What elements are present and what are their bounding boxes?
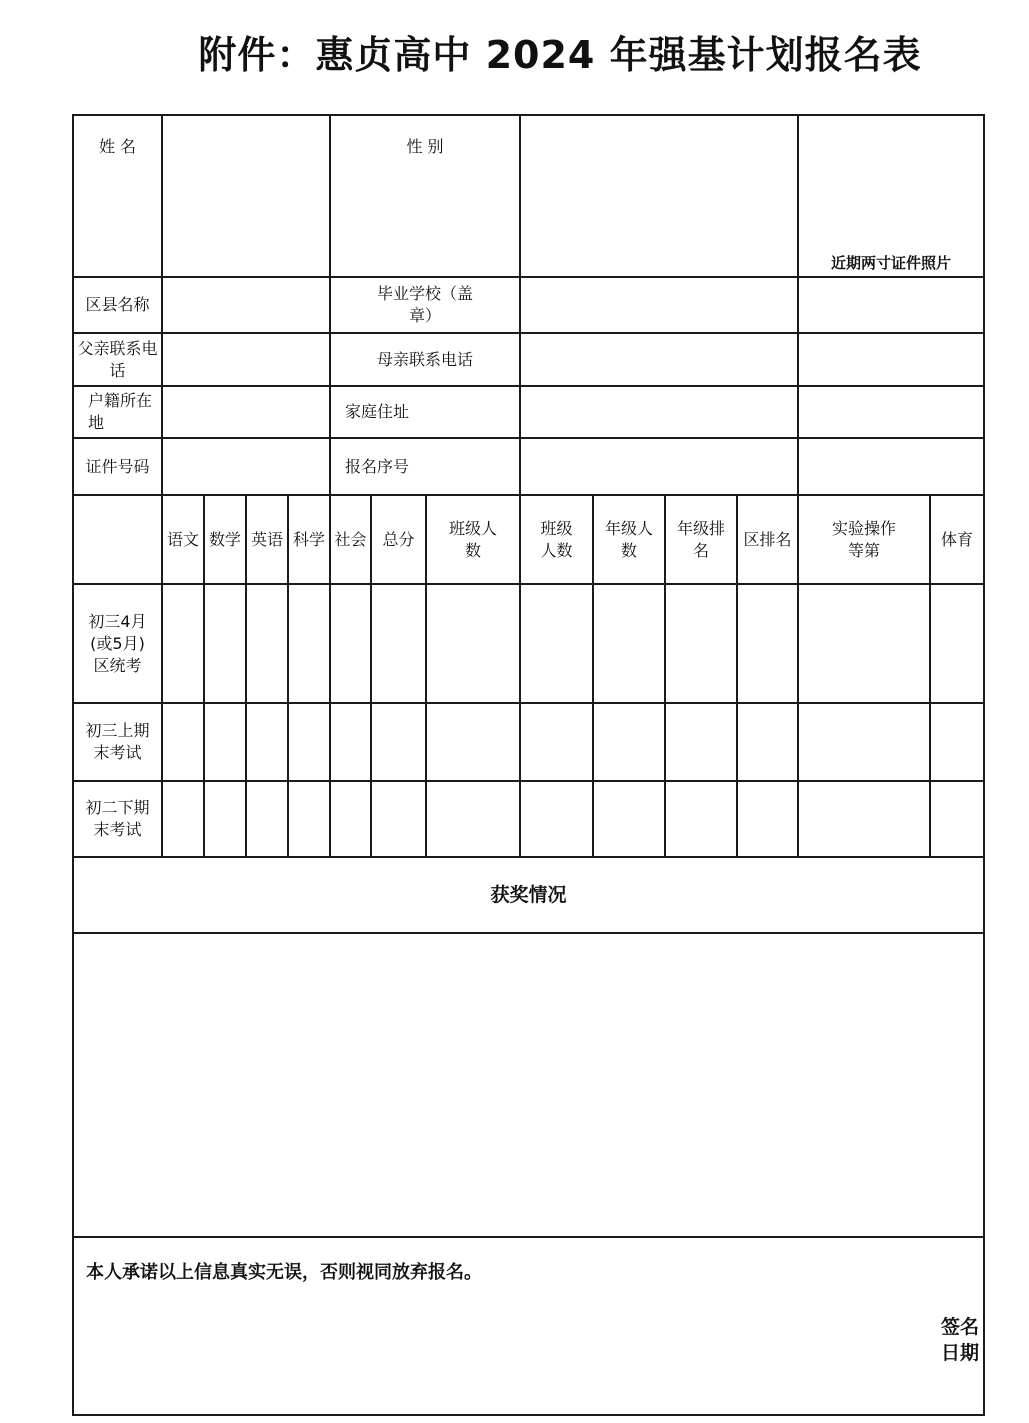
score-cell[interactable] (288, 703, 330, 781)
awards-heading: 获奖情况 (73, 857, 984, 933)
id-field[interactable] (162, 438, 330, 495)
address-field[interactable] (520, 386, 798, 438)
photo-extra-1 (798, 277, 984, 333)
score-cell[interactable] (288, 584, 330, 703)
score-cell[interactable] (665, 584, 737, 703)
father-phone-label: 父亲联系电话 (73, 333, 162, 386)
col-header: 实验操作等第 (798, 495, 930, 584)
father-phone-field[interactable] (162, 333, 330, 386)
score-cell[interactable] (330, 584, 371, 703)
col-header: 区排名 (737, 495, 798, 584)
id-label: 证件号码 (73, 438, 162, 495)
score-cell[interactable] (520, 584, 593, 703)
score-cell[interactable] (930, 781, 984, 857)
score-cell[interactable] (204, 703, 246, 781)
score-cell[interactable] (798, 703, 930, 781)
date-label: 日期 (941, 1342, 980, 1364)
score-cell[interactable] (798, 584, 930, 703)
photo-box[interactable] (798, 115, 984, 277)
score-cell[interactable] (520, 703, 593, 781)
district-field[interactable] (162, 277, 330, 333)
score-cell[interactable] (162, 703, 204, 781)
score-corner (73, 495, 162, 584)
score-cell[interactable] (737, 781, 798, 857)
score-cell[interactable] (426, 781, 520, 857)
row-label: 初三4月(或5月)区统考 (73, 584, 162, 703)
score-cell[interactable] (798, 781, 930, 857)
score-cell[interactable] (371, 781, 426, 857)
reg-no-field[interactable] (520, 438, 798, 495)
score-cell[interactable] (204, 584, 246, 703)
score-header-row (73, 495, 984, 584)
score-cell[interactable] (737, 703, 798, 781)
score-cell[interactable] (371, 584, 426, 703)
col-header: 科学 (288, 495, 330, 584)
sign-block[interactable] (941, 1314, 979, 1366)
score-cell[interactable] (593, 584, 665, 703)
photo-extra-3 (798, 386, 984, 438)
score-cell[interactable] (665, 781, 737, 857)
reg-no-label: 报名序号 (330, 438, 520, 495)
awards-field[interactable] (73, 933, 984, 1237)
hukou-label: 户籍所在地 (73, 386, 162, 438)
score-cell[interactable] (930, 584, 984, 703)
address-label: 家庭住址 (330, 386, 520, 438)
col-header: 班级人数 (520, 495, 593, 584)
district-label: 区县名称 (73, 277, 162, 333)
col-header: 年级人数 (593, 495, 665, 584)
row-label: 初三上期末考试 (73, 703, 162, 781)
col-header: 总分 (371, 495, 426, 584)
mother-phone-label: 母亲联系电话 (330, 333, 520, 386)
score-cell[interactable] (204, 781, 246, 857)
photo-label: 近期两寸证件照片 (831, 254, 952, 272)
gender-label: 性 别 (330, 115, 520, 277)
score-cell[interactable] (930, 703, 984, 781)
sign-label: 签名 (941, 1316, 980, 1338)
school-label: 毕业学校（盖章） (330, 277, 520, 333)
registration-form (72, 114, 985, 1416)
score-cell[interactable] (288, 781, 330, 857)
gender-field[interactable] (520, 115, 798, 277)
col-header: 班级人数 (426, 495, 520, 584)
score-cell[interactable] (246, 703, 288, 781)
score-cell[interactable] (246, 584, 288, 703)
score-cell[interactable] (426, 703, 520, 781)
score-cell[interactable] (737, 584, 798, 703)
score-cell[interactable] (520, 781, 593, 857)
col-header: 语文 (162, 495, 204, 584)
score-cell[interactable] (162, 781, 204, 857)
promise-text: 本人承诺以上信息真实无误，否则视同放弃报名。 (86, 1262, 482, 1283)
score-cell[interactable] (593, 703, 665, 781)
col-header: 体育 (930, 495, 984, 584)
score-cell[interactable] (330, 703, 371, 781)
row-label: 初二下期末考试 (73, 781, 162, 857)
school-field[interactable] (520, 277, 798, 333)
score-cell[interactable] (593, 781, 665, 857)
score-cell[interactable] (665, 703, 737, 781)
photo-extra-4 (798, 438, 984, 495)
photo-extra-2 (798, 333, 984, 386)
score-cell[interactable] (426, 584, 520, 703)
hukou-field[interactable] (162, 386, 330, 438)
page-title: 附件：惠贞高中 2024 年强基计划报名表 (198, 33, 922, 77)
col-header: 英语 (246, 495, 288, 584)
name-field[interactable] (162, 115, 330, 277)
score-row (73, 584, 984, 703)
mother-phone-field[interactable] (520, 333, 798, 386)
col-header: 数学 (204, 495, 246, 584)
score-row (73, 703, 984, 781)
col-header: 社会 (330, 495, 371, 584)
score-cell[interactable] (371, 703, 426, 781)
score-cell[interactable] (330, 781, 371, 857)
col-header: 年级排名 (665, 495, 737, 584)
score-row (73, 781, 984, 857)
name-label: 姓 名 (73, 115, 162, 277)
score-cell[interactable] (162, 584, 204, 703)
score-cell[interactable] (246, 781, 288, 857)
promise-section (73, 1237, 984, 1415)
